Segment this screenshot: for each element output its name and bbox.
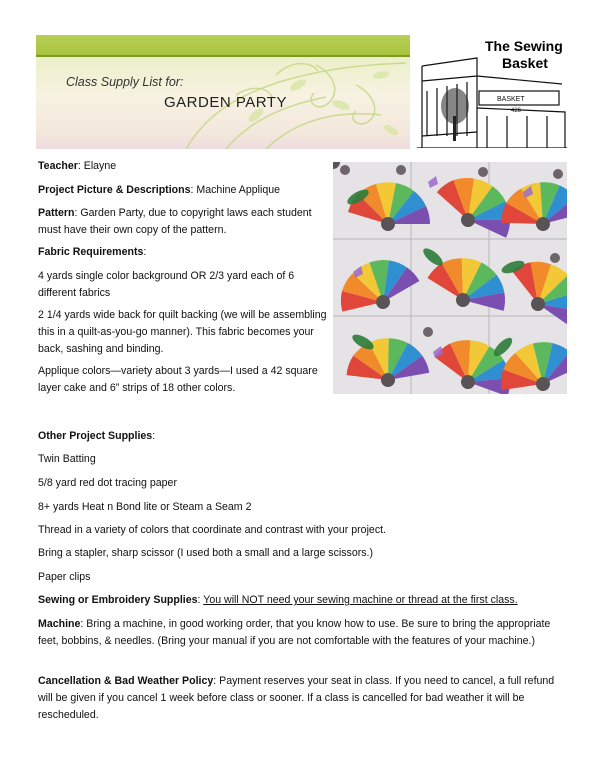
project-label: Project Picture & Descriptions bbox=[38, 184, 191, 196]
supply-item: 5/8 yard red dot tracing paper bbox=[38, 477, 177, 489]
fabric-heading-line: Fabric Requirements: bbox=[38, 246, 147, 258]
logo-text-line1: The Sewing bbox=[485, 38, 563, 54]
machine-line: Machine: Bring a machine, in good working order, that you know how to use. Be sure to bring the appropriate feet, bobbins, & needles. (Bring your manual if you are not comfortable with the features of your machine.) bbox=[38, 618, 551, 647]
sewing-label: Sewing or Embroidery Supplies bbox=[38, 594, 198, 606]
teacher-label: Teacher bbox=[38, 160, 78, 172]
supply-item: Twin Batting bbox=[38, 453, 96, 465]
teacher-line: Teacher: Elayne bbox=[38, 160, 117, 172]
machine-label: Machine bbox=[38, 618, 81, 630]
header-banner bbox=[36, 35, 410, 149]
sewing-line: Sewing or Embroidery Supplies: You will NOT need your sewing machine or thread at the first class. bbox=[38, 594, 518, 606]
supply-item: 8+ yards Heat n Bond lite or Steam a Seam 2 bbox=[38, 501, 252, 513]
supply-item: Thread in a variety of colors that coordinate and contrast with your project. bbox=[38, 524, 387, 536]
subtitle: Class Supply List for: bbox=[66, 75, 184, 89]
pattern-label: Pattern bbox=[38, 207, 75, 219]
sewing-value: You will NOT need your sewing machine or thread at the first class. bbox=[203, 594, 518, 606]
supply-item: Bring a stapler, sharp scissor (I used both a small and a large scissors.) bbox=[38, 547, 374, 559]
cancellation-label: Cancellation & Bad Weather Policy bbox=[38, 675, 214, 687]
storefront-sign: BASKET bbox=[497, 96, 525, 103]
other-heading-line: Other Project Supplies: bbox=[38, 430, 156, 442]
supply-item: Paper clips bbox=[38, 571, 91, 583]
teacher-value: Elayne bbox=[83, 160, 117, 172]
store-logo bbox=[417, 36, 567, 148]
pattern-value: Garden Party, due to copyright laws each student must have their own copy of the pattern. bbox=[38, 207, 312, 236]
logo-text-line2: Basket bbox=[502, 55, 548, 71]
project-line: Project Picture & Descriptions: Machine Applique bbox=[38, 184, 281, 196]
cancellation-value: Payment reserves your seat in class. If you need to cancel, a full refund will be given if you cancel 1 week before class or sooner. If a class is cancelled for bad weather it will be rescheduled. bbox=[38, 675, 555, 721]
other-heading: Other Project Supplies bbox=[38, 430, 153, 442]
fabric-heading: Fabric Requirements bbox=[38, 246, 144, 258]
quilt-photo bbox=[333, 162, 567, 394]
floral-swirl-decoration bbox=[36, 35, 410, 149]
project-value: Machine Applique bbox=[196, 184, 281, 196]
fabric-item: Applique colors—variety about 3 yards—I used a 42 square layer cake and 6” strips of 18 other colors. bbox=[38, 365, 318, 394]
cancellation-line: Cancellation & Bad Weather Policy: Payment reserves your seat in class. If you need to cancel, a full refund will be given if you cancel 1 week before class or sooner. If a class is cancelled for bad weather it will be rescheduled. bbox=[38, 675, 555, 721]
machine-value: Bring a machine, in good working order, that you know how to use. Be sure to bring the appropriate feet, bobbins, & needles. (Bring your manual if you are not comfortable with the features of your machine.) bbox=[38, 618, 551, 647]
page-title: GARDEN PARTY bbox=[164, 94, 287, 111]
fabric-item: 4 yards single color background OR 2/3 yard each of 6 different fabrics bbox=[38, 270, 295, 299]
storefront-number: 426 bbox=[511, 108, 522, 114]
fabric-item: 2 1/4 yards wide back for quilt backing (we will be assembling this in a quilt-as-you-go manner). This fabric becomes your back, sashing and binding. bbox=[38, 309, 327, 355]
pattern-line: Pattern: Garden Party, due to copyright laws each student must have their own copy of the pattern. bbox=[38, 207, 312, 236]
